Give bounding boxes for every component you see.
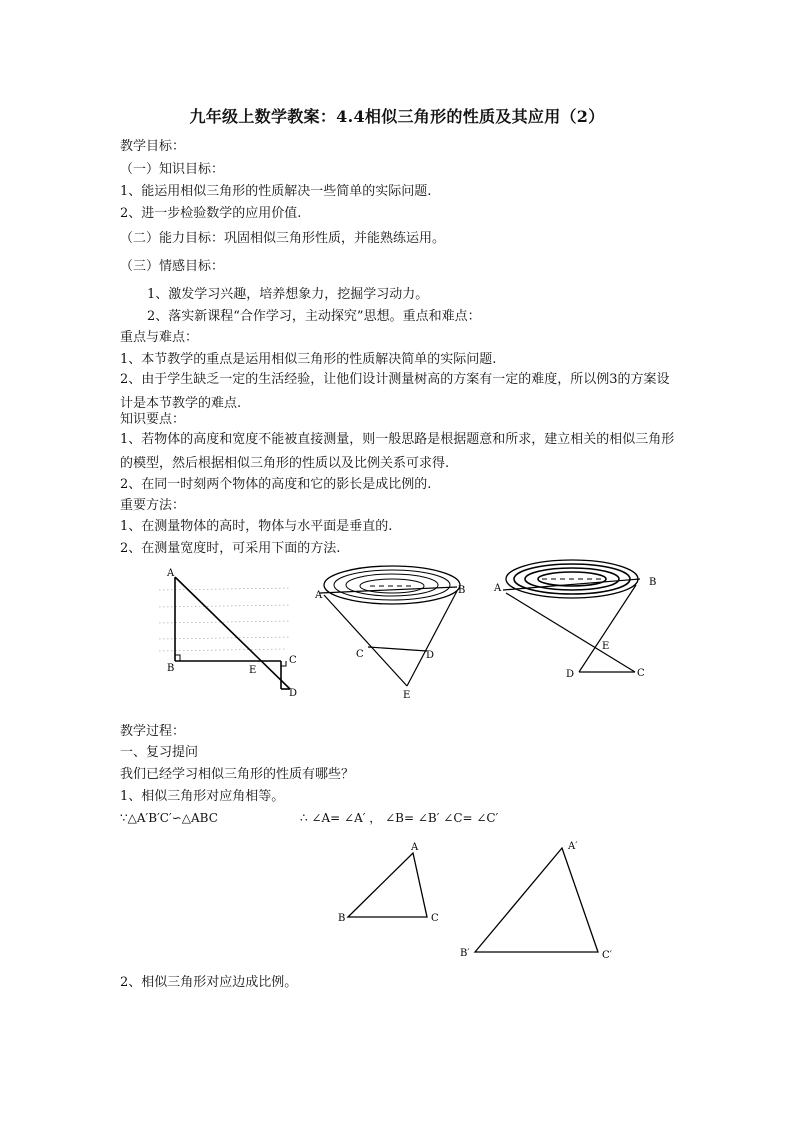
label-a-prime: A′ — [568, 841, 578, 852]
key-point-1: 1、本节教学的重点是运用相似三角形的性质解决简单的实际问题. — [120, 352, 497, 367]
label-d: D — [426, 650, 435, 661]
knowledge-points-heading: 知识要点： — [120, 412, 186, 427]
label-d: D — [566, 669, 575, 680]
process-heading: 教学过程： — [120, 724, 186, 739]
label-a: A — [494, 583, 502, 594]
cone-side-left — [324, 595, 407, 686]
cone-side-right — [407, 591, 457, 686]
ability-objective: （二）能力目标：巩固相似三角形性质，并能熟练运用。 — [120, 231, 446, 246]
given-statement: ∵△A′B′C′∽△ABC — [120, 811, 218, 825]
figure-river-width-triangles — [155, 565, 305, 700]
label-c-prime: C′ — [602, 950, 612, 961]
triangle-abc-shape — [348, 853, 427, 917]
knowledge-objective-heading: （一）知识目标： — [120, 162, 225, 177]
label-b: B — [338, 913, 346, 924]
label-e: E — [403, 690, 411, 701]
page-title: 九年级上数学教案：4.4相似三角形的性质及其应用（2） — [189, 107, 605, 126]
angle-conclusion: ∴ ∠A= ∠A′ ， ∠B= ∠B′ ∠C= ∠C′ — [300, 811, 499, 825]
property-1: 1、相似三角形对应角相等。 — [120, 789, 285, 804]
objectives-heading: 教学目标： — [120, 139, 186, 154]
emotion-objective-heading: （三）情感目标： — [120, 259, 225, 274]
label-e: E — [249, 665, 257, 676]
label-b-prime: B′ — [460, 948, 470, 959]
line-ac — [506, 593, 635, 672]
methods-heading: 重要方法： — [120, 498, 186, 513]
bowl-outer-rim — [324, 566, 460, 604]
method-2: 2、在测量宽度时，可采用下面的方法. — [120, 541, 341, 556]
triangle-abc — [335, 838, 445, 928]
label-b: B — [167, 663, 175, 674]
figure-bowl-crossing — [492, 555, 662, 685]
triangle-large-shape — [475, 848, 598, 952]
label-c: C — [289, 655, 297, 666]
property-2: 2、相似三角形对应边成比例。 — [120, 975, 298, 990]
emotion-objective-2: 2、落实新课程“合作学习，主动探究”思想。重点和难点： — [147, 309, 481, 324]
chord-ab — [320, 587, 457, 593]
label-d: D — [289, 688, 298, 699]
method-1: 1、在测量物体的高时，物体与水平面是垂直的. — [120, 519, 393, 534]
label-a: A — [411, 842, 419, 853]
knowledge-point-1: 1、若物体的高度和宽度不能被直接测量，则一般思路是根据题意和所求，建立相关的相似三角形的模型，然后根据相似三角形的性质以及比例关系可求得. — [120, 432, 675, 471]
knowledge-point-2: 2、在同一时刻两个物体的高度和它的影长是成比例的. — [120, 477, 432, 492]
label-b: B — [458, 585, 466, 596]
triangle-a-prime-b-prime-c-prime — [455, 838, 625, 963]
chord-cd — [368, 647, 427, 651]
knowledge-objective-2: 2、进一步检验数学的应用价值. — [120, 206, 302, 221]
background-hatching — [159, 588, 290, 651]
label-a: A — [315, 590, 323, 601]
review-heading: 一、复习提问 — [120, 745, 199, 760]
figure-cone-parallel — [315, 563, 470, 703]
label-b: B — [649, 577, 657, 588]
label-c: C — [637, 668, 645, 679]
label-c: C — [356, 649, 364, 660]
emotion-objective-1: 1、激发学习兴趣，培养想象力，挖掘学习动力。 — [147, 287, 429, 302]
label-a: A — [167, 568, 175, 579]
key-point-2: 2、由于学生缺乏一定的生活经验，让他们设计测量树高的方案有一定的难度，所以例3的方案设计是本节教学的难点. — [120, 372, 670, 411]
review-question: 我们已经学习相似三角形的性质有哪些？ — [120, 767, 355, 782]
line-ad — [175, 577, 290, 689]
label-e: E — [602, 641, 610, 652]
knowledge-objective-1: 1、能运用相似三角形的性质解决一些简单的实际问题. — [120, 184, 432, 199]
label-c: C — [431, 913, 439, 924]
key-points-heading: 重点与难点： — [120, 330, 199, 345]
